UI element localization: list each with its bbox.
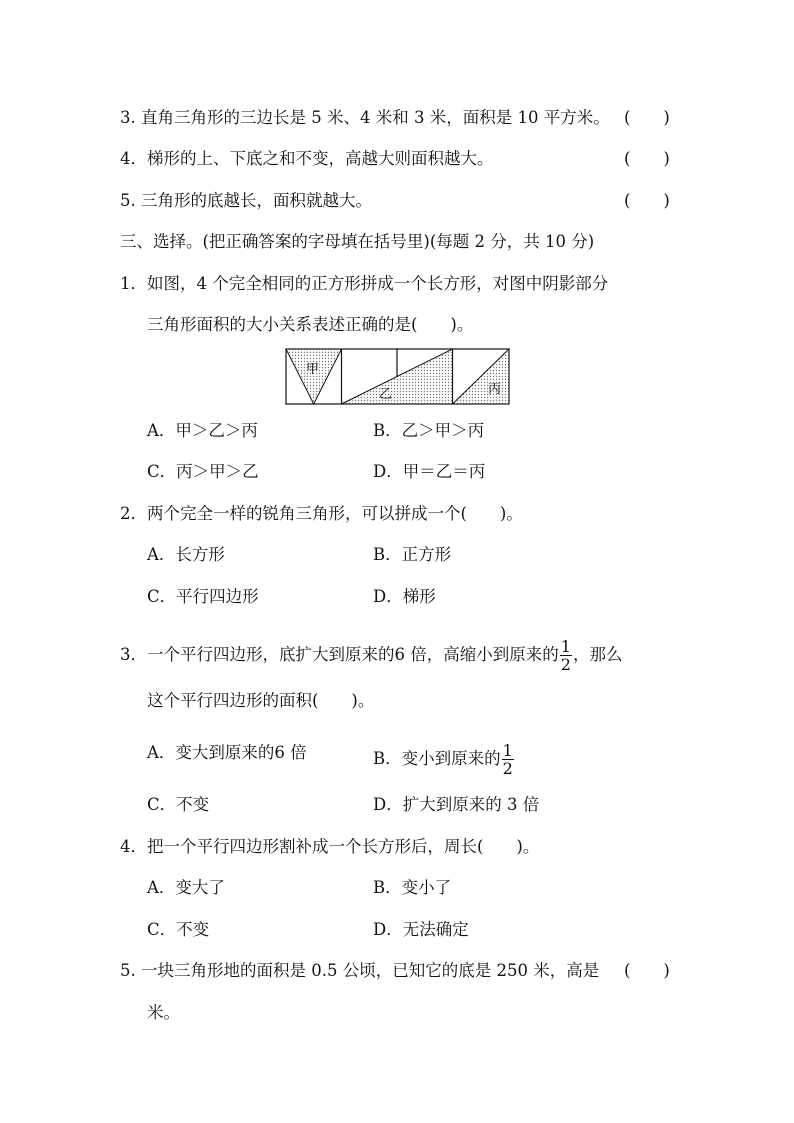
q4-option-a[interactable]: A．变大了 [147,878,225,897]
q3-option-c[interactable]: C．不变 [147,795,210,814]
question-1-line-2: 三角形面积的大小关系表述正确的是( )。 [147,315,474,334]
question-5-line-2: 米。 [147,1003,180,1022]
q2-option-b[interactable]: B．正方形 [373,545,452,564]
answer-blank-tf-4[interactable]: ( ) [624,149,670,168]
question-5-line-1: 5. 一块三角形地的面积是 0.5 公顷，已知它的底是 250 米，高是 [120,961,600,980]
q3-option-a[interactable]: A．变大到原来的6 倍 [147,743,307,762]
label-bing: 丙 [488,382,502,397]
q4-option-c[interactable]: C．不变 [147,920,210,939]
q1-option-a[interactable]: A．甲＞乙＞丙 [147,421,258,440]
tf-item-4: 4．梯形的上、下底之和不变，高越大则面积越大。 [120,149,494,168]
section-heading: 三、选择。(把正确答案的字母填在括号里)(每题 2 分，共 10 分) [120,232,595,251]
q3-option-b[interactable]: B．变小到原来的 $\frac{1}{2}$ [373,741,513,778]
answer-blank-q5[interactable]: ( ) [624,961,670,980]
question-2: 2．两个完全一样的锐角三角形，可以拼成一个( )。 [120,504,523,523]
question-3-line-1: 3．一个平行四边形，底扩大到原来的6 倍，高缩小到原来的 $\frac{1}{2}$ ，那么 [120,637,623,674]
q1-option-b[interactable]: B．乙＞甲＞丙 [373,421,485,440]
label-jia: 甲 [306,362,320,377]
q3-option-d[interactable]: D．扩大到原来的 3 倍 [373,795,540,814]
tf-item-5: 5. 三角形的底越长，面积就越大。 [120,191,372,210]
q1-option-d[interactable]: D．甲＝乙＝丙 [373,462,486,481]
fraction-one-half: $\frac{1}{2}$ [560,637,571,674]
fraction-one-half: $\frac{1}{2}$ [502,741,513,778]
q4-option-b[interactable]: B．变小了 [373,878,452,897]
label-yi: 乙 [379,387,393,402]
q2-option-a[interactable]: A．长方形 [147,545,225,564]
answer-blank-tf-3[interactable]: ( ) [624,108,670,127]
q2-option-d[interactable]: D．梯形 [373,587,436,606]
question-1-line-1: 1．如图，4 个完全相同的正方形拼成一个长方形，对图中阴影部分 [120,274,609,293]
q2-option-c[interactable]: C．平行四边形 [147,587,259,606]
question-3-line-2: 这个平行四边形的面积( )。 [147,691,375,710]
tf-item-3: 3. 直角三角形的三边长是 5 米、4 米和 3 米，面积是 10 平方米。 [120,108,610,127]
q4-option-d[interactable]: D．无法确定 [373,920,469,939]
q1-option-c[interactable]: C．丙＞甲＞乙 [147,462,259,481]
four-squares-figure [285,348,511,406]
answer-blank-tf-5[interactable]: ( ) [624,191,670,210]
question-4: 4．把一个平行四边形割补成一个长方形后，周长( )。 [120,837,540,856]
